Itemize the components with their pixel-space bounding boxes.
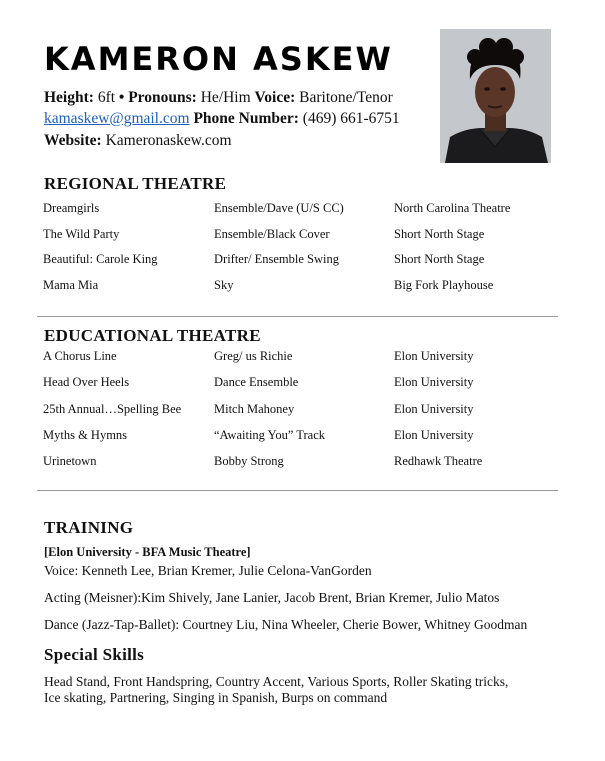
role: “Awaiting You” Track [214, 428, 326, 442]
role: Drifter/ Ensemble Swing [214, 252, 339, 266]
table-row [0, 454, 605, 470]
venue: Elon University [394, 349, 474, 363]
headshot-illustration [440, 29, 551, 163]
role: Mitch Mahoney [214, 402, 295, 416]
table-row [0, 428, 605, 444]
show-title: Myths & Hymns [43, 428, 128, 442]
venue: Elon University [394, 402, 474, 416]
venue: Elon University [394, 375, 474, 389]
bullet: • [118, 89, 125, 106]
table-row [0, 278, 605, 294]
show-title: Mama Mia [43, 278, 99, 292]
venue: Big Fork Playhouse [394, 278, 494, 292]
personal-info-line [44, 89, 393, 107]
show-title: Dreamgirls [43, 201, 100, 215]
role: Ensemble/Dave (U/S CC) [214, 201, 344, 215]
table-row [0, 375, 605, 391]
section-divider [37, 490, 558, 491]
table-row [0, 402, 605, 418]
role: Greg/ us Richie [214, 349, 293, 363]
section-divider [37, 316, 558, 317]
role: Bobby Strong [214, 454, 284, 468]
training-voice: Voice: Kenneth Lee, Brian Kremer, Julie Celona-VanGorden [44, 563, 372, 578]
table-row [0, 227, 605, 243]
venue: Redhawk Theatre [394, 454, 483, 468]
phone-label: Phone Number: [193, 110, 299, 127]
role: Dance Ensemble [214, 375, 299, 389]
website-value: Kameronaskew.com [105, 132, 232, 149]
contact-line [44, 110, 400, 128]
educational-theatre-heading: EDUCATIONAL THEATRE [44, 326, 261, 345]
voice-label: Voice: [254, 89, 296, 106]
venue: Short North Stage [394, 252, 485, 266]
website-label: Website: [44, 132, 102, 149]
height-label: Height: [44, 89, 94, 106]
special-skills-heading: Special Skills [44, 645, 145, 664]
venue: North Carolina Theatre [394, 201, 511, 215]
venue: Elon University [394, 428, 474, 442]
table-row [0, 349, 605, 365]
resume-name: KAMERON ASKEW [44, 40, 393, 78]
role: Sky [214, 278, 234, 292]
show-title: 25th Annual…Spelling Bee [43, 402, 182, 416]
headshot-photo [440, 29, 551, 163]
skills-line-2: Ice skating, Partnering, Singing in Spanish, Burps on command [44, 690, 388, 705]
training-acting: Acting (Meisner):Kim Shively, Jane Lanier, Jacob Brent, Brian Kremer, Julio Matos [44, 590, 500, 605]
pronouns-label: Pronouns: [128, 89, 197, 106]
height-value: 6ft [97, 89, 116, 106]
voice-value: Baritone/Tenor [299, 89, 393, 106]
show-title: A Chorus Line [43, 349, 117, 363]
training-program: [Elon University - BFA Music Theatre] [44, 545, 251, 559]
pronouns-value: He/Him [200, 89, 251, 106]
skills-line-1: Head Stand, Front Handspring, Country Accent, Various Sports, Roller Skating tricks, [44, 674, 509, 689]
email-link[interactable]: kamaskew@gmail.com [44, 110, 190, 127]
show-title: Beautiful: Carole King [43, 252, 158, 266]
phone-value: (469) 661-6751 [302, 110, 400, 127]
venue: Short North Stage [394, 227, 485, 241]
training-heading: TRAINING [44, 518, 134, 537]
website-line [44, 132, 232, 150]
role: Ensemble/Black Cover [214, 227, 330, 241]
show-title: Head Over Heels [43, 375, 130, 389]
regional-theatre-heading: REGIONAL THEATRE [44, 174, 227, 193]
table-row [0, 252, 605, 268]
training-dance: Dance (Jazz-Tap-Ballet): Courtney Liu, Nina Wheeler, Cherie Bower, Whitney Goodman [44, 617, 528, 632]
show-title: The Wild Party [43, 227, 120, 241]
table-row [0, 201, 605, 217]
show-title: Urinetown [43, 454, 97, 468]
